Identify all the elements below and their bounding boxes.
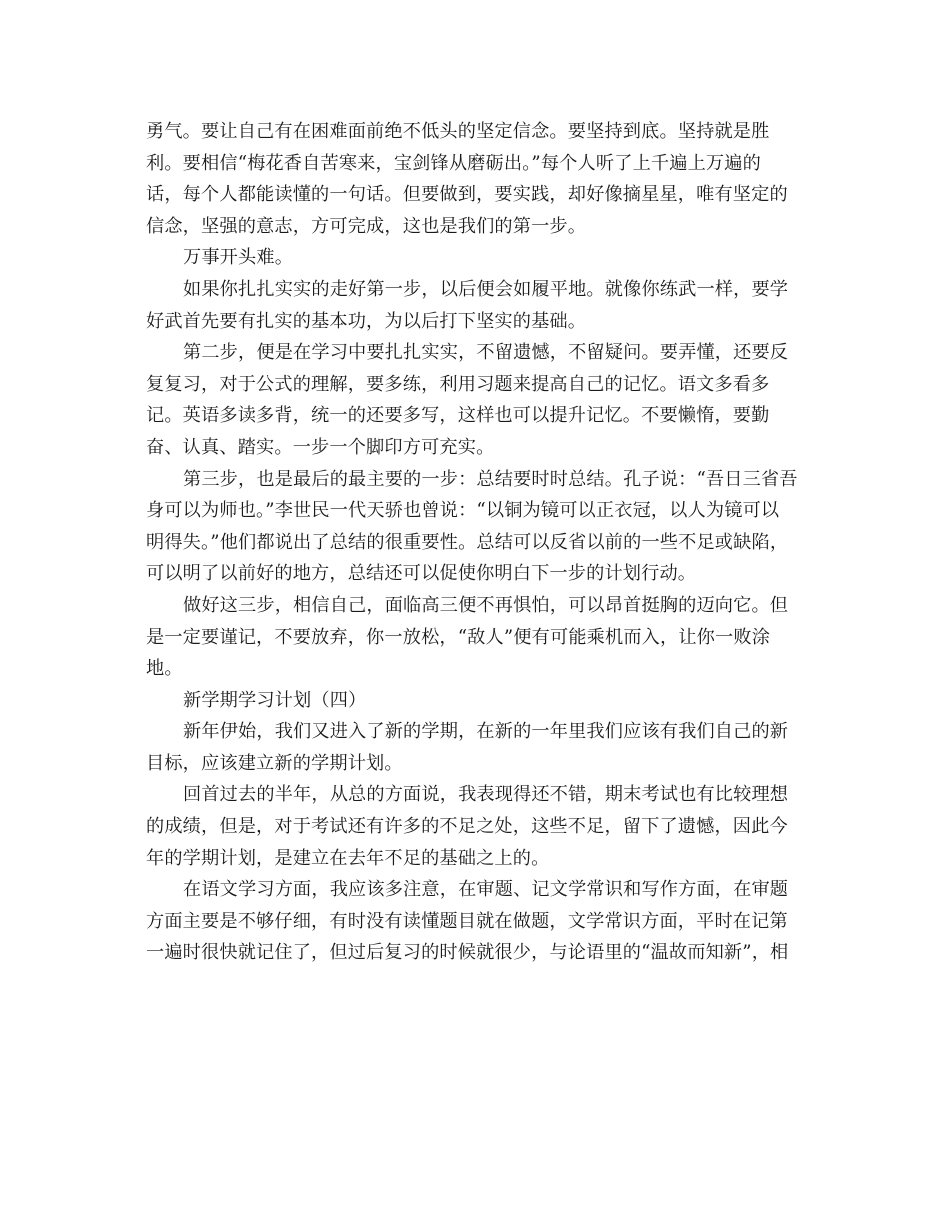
text-line: 勇气。要让自己有在困难面前绝不低头的坚定信念。要坚持到底。坚持就是胜 [146,121,770,142]
document-body [146,116,806,969]
paragraph-line: 第二步，便是在学习中要扎扎实实，不留遗憾，不留疑问。要弄懂，还要反 [183,342,789,364]
paragraph-line: 如果你扎扎实实的走好第一步，以后便会如履平地。就像你练武一样，要学 [183,278,789,300]
text-line: 话，每个人都能读懂的一句话。但要做到，要实践，却好像摘星星，唯有坚定的 [146,184,788,206]
text-line: 信念，坚强的意志，方可完成，这也是我们的第一步。 [146,215,587,237]
text-line: 方面主要是不够仔细，有时没有读懂题目就在做题，文学常识方面，平时在记第 [146,910,788,932]
text-line: 一遍时很快就记住了，但过后复习的时候就很少，与论语里的“温故而知新”，相 [146,942,789,964]
text-line: 记。英语多读多背，统一的还要多写，这样也可以提升记忆。不要懒惰，要勤 [146,405,770,427]
section-heading: 新学期学习计划（四） [183,689,367,711]
paragraph-line: 新年伊始，我们又进入了新的学期，在新的一年里我们应该有我们自己的新 [183,721,789,743]
paragraph-line: 做好这三步，相信自己，面临高三便不再惧怕，可以昂首挺胸的迈向它。但 [183,594,789,616]
paragraph-line: 万事开头难。 [183,247,294,269]
text-line: 明得失。”他们都说出了总结的很重要性。总结可以反省以前的一些不足或缺陷， [146,531,789,553]
paragraph-line: 回首过去的半年，从总的方面说，我表现得还不错，期末考试也有比较理想 [183,784,789,806]
text-line: 复复习，对于公式的理解，要多练，利用习题来提高自己的记忆。语文多看多 [146,373,770,395]
paragraph-line: 第三步，也是最后的最主要的一步：总结要时时总结。孔子说：“吾日三省吾 [183,468,798,490]
text-line: 的成绩，但是，对于考试还有许多的不足之处，这些不足，留下了遗憾，因此今 [146,816,788,838]
text-line: 好武首先要有扎实的基本功，为以后打下坚实的基础。 [146,310,587,332]
text-line: 目标，应该建立新的学期计划。 [146,752,403,774]
paragraph-line: 在语文学习方面，我应该多注意，在审题、记文学常识和写作方面，在审题 [183,879,789,901]
text-line: 年的学期计划，是建立在去年不足的基础之上的。 [146,847,550,869]
text-line: 利。要相信“梅花香自苦寒来，宝剑锋从磨砺出。”每个人听了上千遍上万遍的 [146,152,761,174]
text-line: 是一定要谨记，不要放弃，你一放松，“敌人”便有可能乘机而入，让你一败涂 [146,626,771,648]
text-line: 可以明了以前好的地方，总结还可以促使你明白下一步的计划行动。 [146,563,697,585]
text-line: 地。 [146,658,183,680]
text-line: 身可以为师也。”李世民一代天骄也曾说：“以铜为镜可以正衣冠，以人为镜可以 [146,500,780,522]
text-line: 奋、认真、踏实。一步一个脚印方可充实。 [146,436,495,458]
